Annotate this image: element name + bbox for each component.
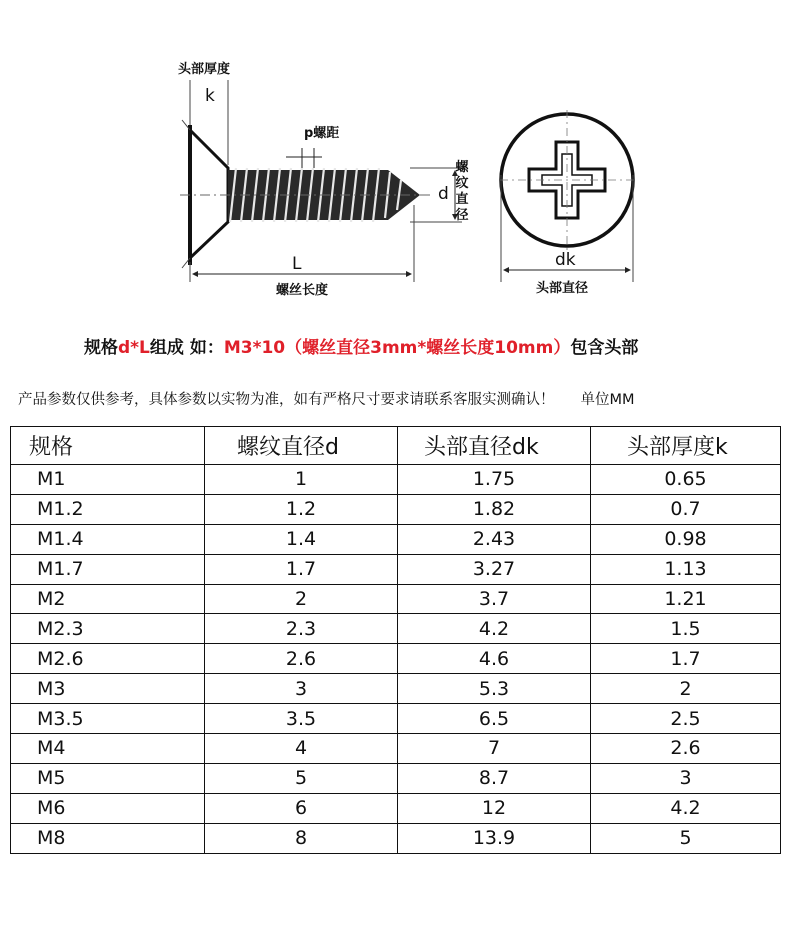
- cell-head-diameter: 6.5: [398, 704, 591, 734]
- cell-spec: M1.2: [11, 494, 205, 524]
- cell-head-diameter: 3.27: [398, 554, 591, 584]
- cell-spec: M5: [11, 763, 205, 793]
- cell-head-thickness: 0.65: [591, 465, 781, 495]
- cell-spec: M8: [11, 823, 205, 853]
- cell-head-diameter: 5.3: [398, 674, 591, 704]
- header-spec: 规格: [11, 427, 205, 465]
- spec-suffix: 包含头部: [570, 338, 639, 358]
- cell-head-thickness: 1.7: [591, 644, 781, 674]
- unit-label: 单位MM: [580, 392, 635, 408]
- pitch-dimension: [286, 148, 322, 168]
- spec-format-line: [84, 333, 638, 358]
- d-symbol: d: [438, 184, 449, 204]
- cell-head-diameter: 1.75: [398, 465, 591, 495]
- table-row: [11, 614, 781, 644]
- d-label-char: 直: [455, 192, 469, 207]
- cell-head-diameter: 13.9: [398, 823, 591, 853]
- screw-head-side: [182, 100, 228, 268]
- cell-head-thickness: 0.7: [591, 494, 781, 524]
- table-row: [11, 554, 781, 584]
- table-row: [11, 494, 781, 524]
- spec-example: M3*10（螺丝直径3mm*螺丝长度10mm）: [223, 338, 571, 358]
- cell-head-diameter: 3.7: [398, 584, 591, 614]
- spec-middle: 组成 如：: [149, 338, 224, 358]
- spec-prefix: 规格: [84, 338, 118, 358]
- cell-head-thickness: 1.21: [591, 584, 781, 614]
- cell-thread-diameter: 8: [205, 823, 398, 853]
- screw-diagram: [0, 0, 790, 310]
- cell-head-thickness: 0.98: [591, 524, 781, 554]
- cell-head-diameter: 8.7: [398, 763, 591, 793]
- table-row: [11, 674, 781, 704]
- k-symbol: k: [205, 86, 215, 106]
- cell-head-diameter: 12: [398, 793, 591, 823]
- dk-symbol: dk: [555, 250, 576, 270]
- cell-spec: M2.3: [11, 614, 205, 644]
- cell-spec: M1.4: [11, 524, 205, 554]
- d-label-char: 螺: [455, 160, 469, 175]
- cell-head-thickness: 4.2: [591, 793, 781, 823]
- cell-head-thickness: 5: [591, 823, 781, 853]
- cell-head-diameter: 2.43: [398, 524, 591, 554]
- header-thread-diameter: 螺纹直径d: [205, 427, 398, 465]
- spec-table: [10, 426, 781, 854]
- cell-thread-diameter: 3: [205, 674, 398, 704]
- cell-thread-diameter: 2.3: [205, 614, 398, 644]
- cell-thread-diameter: 3.5: [205, 704, 398, 734]
- cell-spec: M3: [11, 674, 205, 704]
- cell-head-thickness: 3: [591, 763, 781, 793]
- d-label-char: 径: [455, 208, 469, 223]
- L-symbol: L: [292, 254, 302, 274]
- cell-spec: M1: [11, 465, 205, 495]
- table-row: [11, 524, 781, 554]
- cell-head-thickness: 2.5: [591, 704, 781, 734]
- cell-thread-diameter: 5: [205, 763, 398, 793]
- cell-head-diameter: 4.6: [398, 644, 591, 674]
- cell-spec: M6: [11, 793, 205, 823]
- table-row: [11, 704, 781, 734]
- cell-thread-diameter: 1.4: [205, 524, 398, 554]
- table-header-row: [11, 427, 781, 465]
- dk-label: 头部直径: [536, 281, 589, 296]
- cell-spec: M1.7: [11, 554, 205, 584]
- cell-spec: M2.6: [11, 644, 205, 674]
- cell-thread-diameter: 6: [205, 793, 398, 823]
- cell-head-thickness: 1.5: [591, 614, 781, 644]
- spec-formula: d*L: [118, 338, 150, 358]
- L-label: 螺丝长度: [276, 283, 329, 298]
- cell-head-diameter: 1.82: [398, 494, 591, 524]
- k-label-title: 头部厚度: [178, 62, 231, 77]
- cell-head-thickness: 1.13: [591, 554, 781, 584]
- disclaimer-line: [18, 388, 635, 409]
- table-row: [11, 793, 781, 823]
- table-row: [11, 823, 781, 853]
- header-head-diameter: 头部直径dk: [398, 427, 591, 465]
- cell-spec: M2: [11, 584, 205, 614]
- disclaimer-text: 产品参数仅供参考，具体参数以实物为准，如有严格尺寸要求请联系客服实测确认！: [18, 392, 555, 408]
- table-row: [11, 584, 781, 614]
- cell-spec: M3.5: [11, 704, 205, 734]
- table-row: [11, 644, 781, 674]
- cell-thread-diameter: 4: [205, 734, 398, 764]
- d-label: [455, 160, 469, 224]
- table-row: [11, 734, 781, 764]
- cell-spec: M4: [11, 734, 205, 764]
- cell-head-thickness: 2.6: [591, 734, 781, 764]
- cell-thread-diameter: 1.7: [205, 554, 398, 584]
- cell-thread-diameter: 2.6: [205, 644, 398, 674]
- cell-thread-diameter: 1: [205, 465, 398, 495]
- screw-drawing: [0, 0, 790, 310]
- header-head-thickness: 头部厚度k: [591, 427, 781, 465]
- table-row: [11, 465, 781, 495]
- cell-thread-diameter: 1.2: [205, 494, 398, 524]
- cell-head-thickness: 2: [591, 674, 781, 704]
- pitch-label: p螺距: [304, 126, 340, 141]
- cell-head-diameter: 7: [398, 734, 591, 764]
- d-label-char: 纹: [455, 176, 469, 191]
- table-row: [11, 763, 781, 793]
- cell-head-diameter: 4.2: [398, 614, 591, 644]
- cell-thread-diameter: 2: [205, 584, 398, 614]
